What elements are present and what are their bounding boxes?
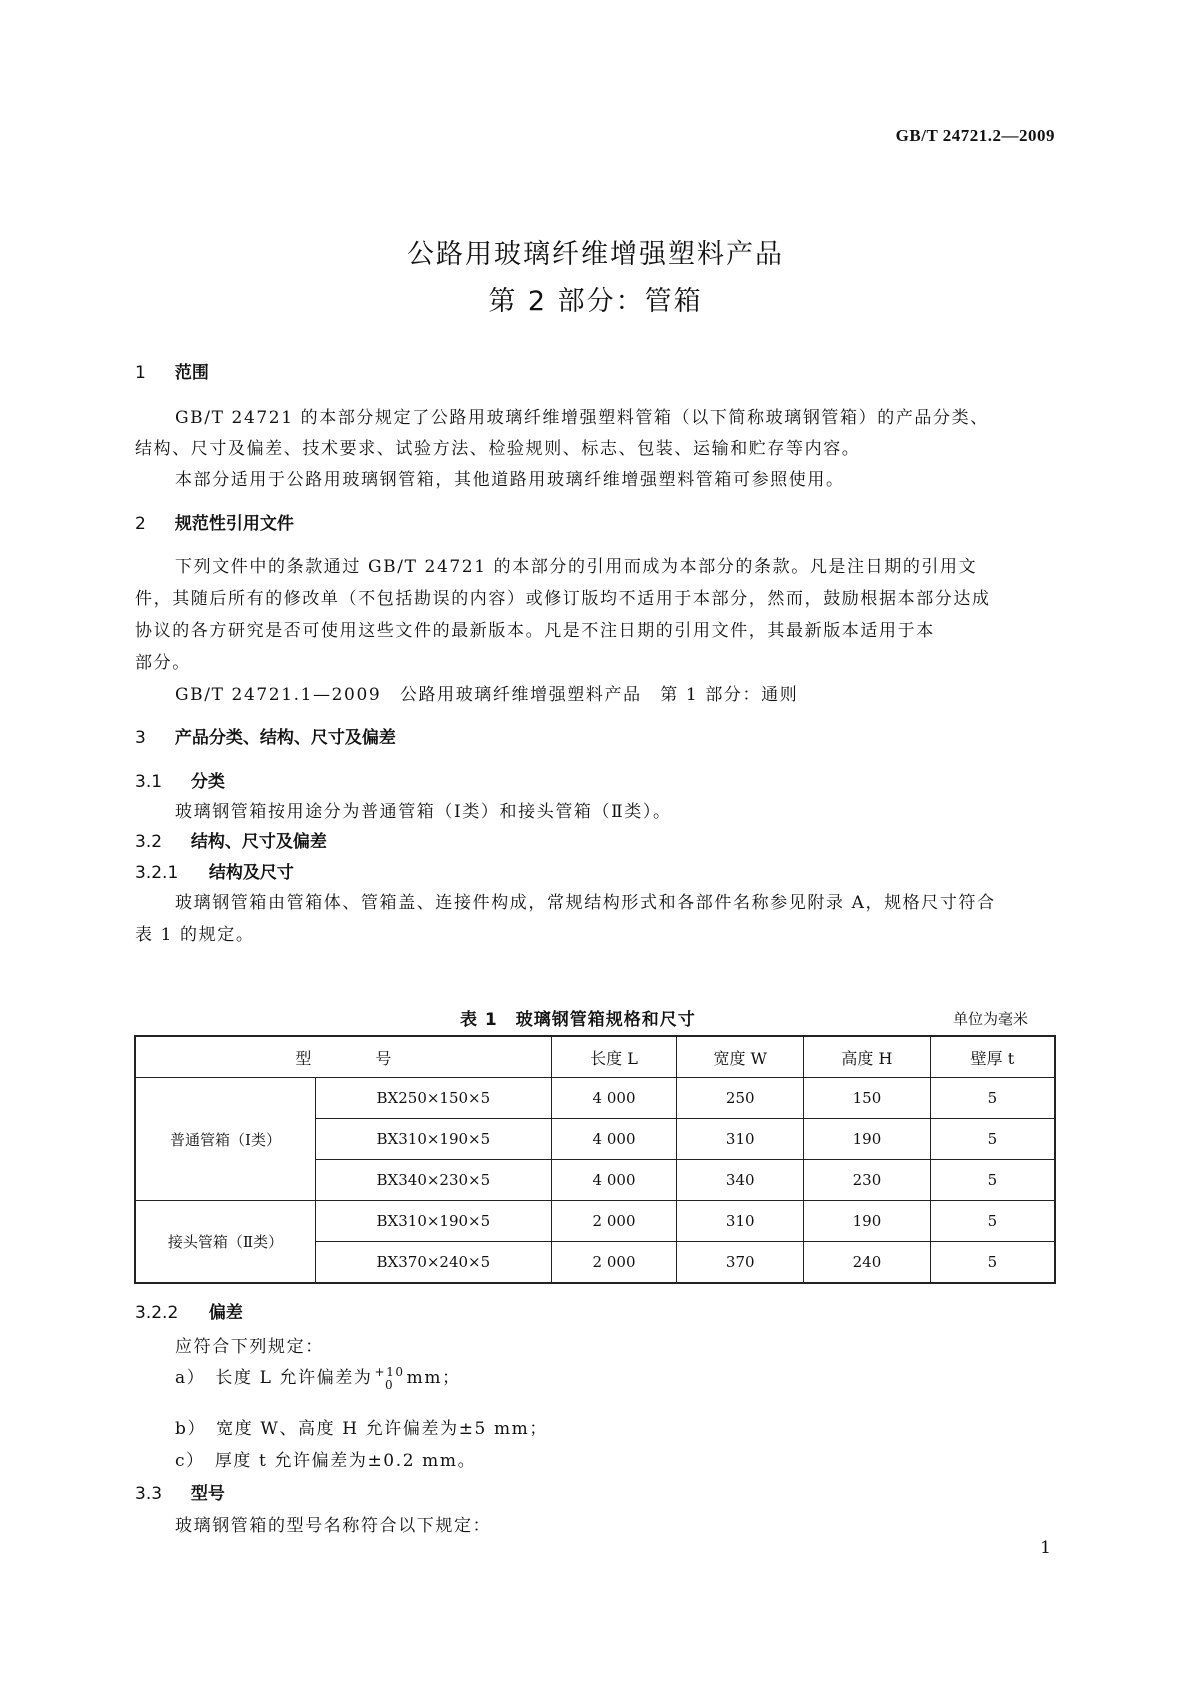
table-header-row xyxy=(135,1036,1055,1078)
section-3-heading xyxy=(135,723,396,748)
paragraph: 玻璃钢管箱由管箱体、管箱盖、连接件构成，常规结构形式和各部件名称参见附录 A，规格尺寸符合 xyxy=(175,893,996,913)
cell-thickness: 5 xyxy=(930,1201,1055,1242)
cell-model: BX370×240×5 xyxy=(316,1242,552,1284)
cell-thickness: 5 xyxy=(930,1119,1055,1160)
cell-thickness: 5 xyxy=(930,1160,1055,1201)
cell-thickness: 5 xyxy=(930,1078,1055,1119)
cell-height: 190 xyxy=(804,1119,931,1160)
cell-width: 310 xyxy=(677,1201,804,1242)
header-width: 宽度 W xyxy=(677,1036,804,1078)
tolerance-lower: 0 xyxy=(384,1377,395,1392)
section-title: 产品分类、结构、尺寸及偏差 xyxy=(174,728,396,748)
reference-item: GB/T 24721.1—2009 公路用玻璃纤维增强塑料产品 第 1 部分：通则 xyxy=(175,685,799,705)
section-3-2-heading xyxy=(135,827,327,852)
paragraph: 本部分适用于公路用玻璃钢管箱，其他道路用玻璃纤维增强塑料管箱可参照使用。 xyxy=(175,470,845,490)
table-unit: 单位为毫米 xyxy=(952,1010,1028,1028)
cell-width: 340 xyxy=(677,1160,804,1201)
spec-table xyxy=(134,1035,1056,1284)
standard-number: GB/T 24721.2—2009 xyxy=(895,126,1055,145)
header-length: 长度 L xyxy=(551,1036,677,1078)
section-number: 3.2.2 xyxy=(135,1303,179,1323)
paragraph: 玻璃钢管箱的型号名称符合以下规定： xyxy=(175,1516,492,1536)
section-1-heading xyxy=(135,358,209,383)
section-title: 偏差 xyxy=(208,1303,243,1323)
section-2-heading xyxy=(135,509,294,534)
cell-length: 4 000 xyxy=(551,1119,677,1160)
section-number: 3.1 xyxy=(135,772,163,792)
section-number: 3.2 xyxy=(135,832,163,852)
paragraph: 玻璃钢管箱按用途分为普通管箱（Ⅰ类）和接头管箱（Ⅱ类）。 xyxy=(175,802,672,822)
header-model: 型 号 xyxy=(135,1036,551,1078)
cell-height: 230 xyxy=(804,1160,931,1201)
section-title: 型号 xyxy=(190,1484,225,1504)
section-number: 1 xyxy=(135,363,146,383)
list-item: b） 宽度 W、高度 H 允许偏差为±5 mm； xyxy=(175,1419,548,1439)
section-title: 结构、尺寸及偏差 xyxy=(190,832,327,852)
cell-length: 4 000 xyxy=(551,1078,677,1119)
header-thickness: 壁厚 t xyxy=(930,1036,1055,1078)
list-item xyxy=(175,1363,461,1392)
cell-length: 4 000 xyxy=(551,1160,677,1201)
paragraph: 部分。 xyxy=(135,653,191,673)
section-title: 结构及尺寸 xyxy=(208,863,294,883)
list-item: c） 厚度 t 允许偏差为±0.2 mm。 xyxy=(175,1451,477,1471)
paragraph: 协议的各方研究是否可使用这些文件的最新版本。凡是不注日期的引用文件，其最新版本适用于本 xyxy=(135,621,935,641)
section-3-1-heading xyxy=(135,767,225,792)
cell-model: BX340×230×5 xyxy=(316,1160,552,1201)
cell-length: 2 000 xyxy=(551,1201,677,1242)
cell-model: BX310×190×5 xyxy=(316,1119,552,1160)
cell-model: BX310×190×5 xyxy=(316,1201,552,1242)
cell-height: 240 xyxy=(804,1242,931,1284)
paragraph: 结构、尺寸及偏差、技术要求、试验方法、检验规则、标志、包装、运输和贮存等内容。 xyxy=(135,439,861,459)
section-3-2-2-heading xyxy=(135,1298,243,1323)
section-title: 规范性引用文件 xyxy=(174,514,294,534)
cell-width: 310 xyxy=(677,1119,804,1160)
cell-model: BX250×150×5 xyxy=(316,1078,552,1119)
section-number: 3.2.1 xyxy=(135,863,179,883)
cell-length: 2 000 xyxy=(551,1242,677,1284)
document-subtitle: 第 2 部分：管箱 xyxy=(488,286,703,317)
header-height: 高度 H xyxy=(804,1036,931,1078)
table-row xyxy=(135,1201,1055,1242)
tolerance-fraction xyxy=(375,1366,405,1392)
section-number: 3 xyxy=(135,728,146,748)
section-3-2-1-heading xyxy=(135,858,294,883)
section-3-3-heading xyxy=(135,1479,225,1504)
group-name: 普通管箱（Ⅰ类） xyxy=(135,1078,316,1201)
paragraph: 件，其随后所有的修改单（不包括勘误的内容）或修订版均不适用于本部分，然而，鼓励根据本部分达成 xyxy=(135,589,991,609)
section-number: 2 xyxy=(135,514,146,534)
section-title: 范围 xyxy=(174,363,209,383)
tolerance-upper: +10 xyxy=(374,1364,405,1379)
document-title: 公路用玻璃纤维增强塑料产品 xyxy=(407,239,784,270)
table-title: 表 1 玻璃钢管箱规格和尺寸 xyxy=(460,1010,696,1030)
cell-height: 190 xyxy=(804,1201,931,1242)
page-number: 1 xyxy=(1040,1538,1051,1558)
cell-height: 150 xyxy=(804,1078,931,1119)
paragraph: 表 1 的规定。 xyxy=(135,925,255,945)
section-number: 3.3 xyxy=(135,1484,163,1504)
group-name: 接头管箱（Ⅱ类） xyxy=(135,1201,316,1284)
cell-width: 250 xyxy=(677,1078,804,1119)
section-title: 分类 xyxy=(190,772,225,792)
paragraph: 应符合下列规定： xyxy=(175,1337,324,1357)
paragraph: 下列文件中的条款通过 GB/T 24721 的本部分的引用而成为本部分的条款。凡是注日期的引用文 xyxy=(175,557,978,577)
cell-width: 370 xyxy=(677,1242,804,1284)
list-item-unit: mm； xyxy=(406,1368,461,1388)
cell-thickness: 5 xyxy=(930,1242,1055,1284)
paragraph: GB/T 24721 的本部分规定了公路用玻璃纤维增强塑料管箱（以下简称玻璃钢管箱）的产品分类、 xyxy=(175,408,989,428)
list-item-text: a） 长度 L 允许偏差为 xyxy=(175,1368,373,1388)
table-row xyxy=(135,1078,1055,1119)
